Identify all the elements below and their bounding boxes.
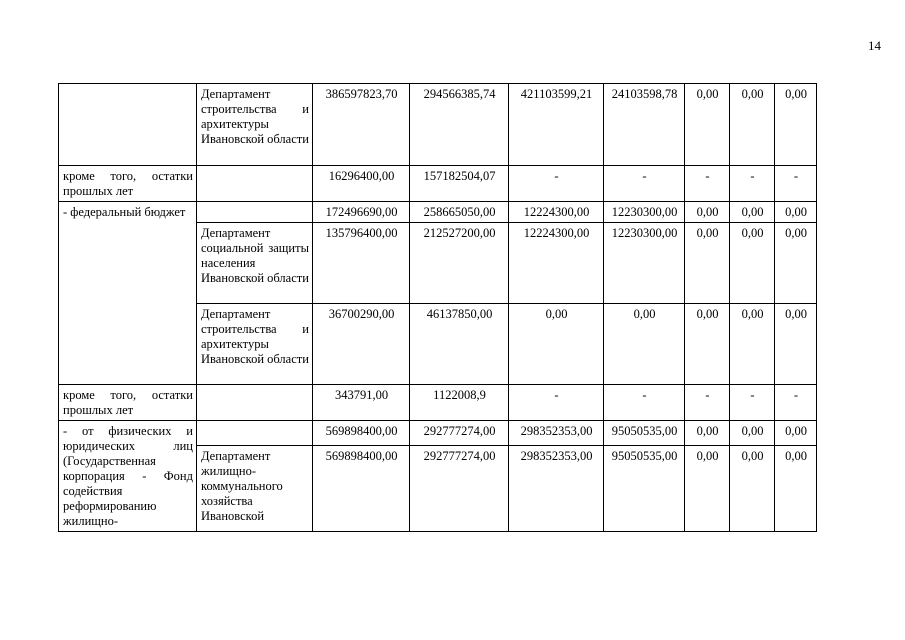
value-cell: 0,00	[775, 223, 817, 304]
value-cell: 0,00	[509, 304, 604, 385]
row-label-cell: кроме того, остатки прошлых лет	[59, 166, 197, 202]
department-cell: Департамент социальной защиты населения Ивановской области	[197, 223, 313, 304]
value-cell: 0,00	[730, 304, 775, 385]
value-cell: 95050535,00	[604, 446, 685, 532]
value-cell: 0,00	[685, 223, 730, 304]
value-cell: 0,00	[730, 202, 775, 223]
table-row	[59, 385, 817, 421]
value-cell: 0,00	[775, 421, 817, 446]
table-row	[59, 421, 817, 446]
value-cell: 0,00	[730, 84, 775, 166]
value-cell: 212527200,00	[410, 223, 509, 304]
department-cell	[197, 202, 313, 223]
value-cell: 12230300,00	[604, 223, 685, 304]
department-cell: Департамент жилищно-коммунального хозяйства Ивановской	[197, 446, 313, 532]
row-label-cell: - федеральный бюджет	[59, 202, 197, 385]
value-cell: 0,00	[685, 304, 730, 385]
row-label-cell: кроме того, остатки прошлых лет	[59, 385, 197, 421]
table-row	[59, 84, 817, 166]
value-cell: 298352353,00	[509, 446, 604, 532]
value-cell: 298352353,00	[509, 421, 604, 446]
value-cell: 386597823,70	[313, 84, 410, 166]
value-cell: 24103598,78	[604, 84, 685, 166]
value-cell: -	[685, 385, 730, 421]
value-cell: 0,00	[775, 84, 817, 166]
value-cell: 292777274,00	[410, 446, 509, 532]
value-cell: 0,00	[775, 446, 817, 532]
value-cell: 36700290,00	[313, 304, 410, 385]
value-cell: 12230300,00	[604, 202, 685, 223]
value-cell: 258665050,00	[410, 202, 509, 223]
value-cell: 172496690,00	[313, 202, 410, 223]
value-cell: 0,00	[604, 304, 685, 385]
budget-table	[58, 83, 817, 532]
table-row	[59, 202, 817, 223]
value-cell: 0,00	[730, 446, 775, 532]
row-label-cell	[59, 84, 197, 166]
value-cell: 157182504,07	[410, 166, 509, 202]
table-row	[59, 166, 817, 202]
value-cell: 0,00	[685, 202, 730, 223]
department-cell: Департамент строительства и архитектуры Ивановской области	[197, 304, 313, 385]
value-cell: -	[775, 166, 817, 202]
value-cell: 569898400,00	[313, 421, 410, 446]
value-cell: -	[685, 166, 730, 202]
value-cell: 12224300,00	[509, 223, 604, 304]
value-cell: 421103599,21	[509, 84, 604, 166]
value-cell: 569898400,00	[313, 446, 410, 532]
value-cell: 0,00	[775, 304, 817, 385]
value-cell: 46137850,00	[410, 304, 509, 385]
department-cell	[197, 166, 313, 202]
value-cell: 0,00	[685, 446, 730, 532]
value-cell: 343791,00	[313, 385, 410, 421]
value-cell: -	[604, 385, 685, 421]
value-cell: -	[730, 166, 775, 202]
value-cell: -	[509, 166, 604, 202]
department-cell: Департамент строительства и архитектуры Ивановской области	[197, 84, 313, 166]
value-cell: 95050535,00	[604, 421, 685, 446]
row-label-cell: - от физических и юридических лиц (Государственная корпорация - Фонд содействия реформированию жилищно-	[59, 421, 197, 532]
value-cell: 0,00	[685, 84, 730, 166]
value-cell: 16296400,00	[313, 166, 410, 202]
department-cell	[197, 421, 313, 446]
value-cell: 0,00	[730, 223, 775, 304]
value-cell: 0,00	[685, 421, 730, 446]
value-cell: -	[730, 385, 775, 421]
value-cell: -	[775, 385, 817, 421]
value-cell: 135796400,00	[313, 223, 410, 304]
value-cell: 0,00	[775, 202, 817, 223]
value-cell: -	[509, 385, 604, 421]
value-cell: 12224300,00	[509, 202, 604, 223]
value-cell: 292777274,00	[410, 421, 509, 446]
value-cell: 0,00	[730, 421, 775, 446]
value-cell: 1122008,9	[410, 385, 509, 421]
department-cell	[197, 385, 313, 421]
value-cell: 294566385,74	[410, 84, 509, 166]
page-number: 14	[868, 38, 881, 53]
value-cell: -	[604, 166, 685, 202]
